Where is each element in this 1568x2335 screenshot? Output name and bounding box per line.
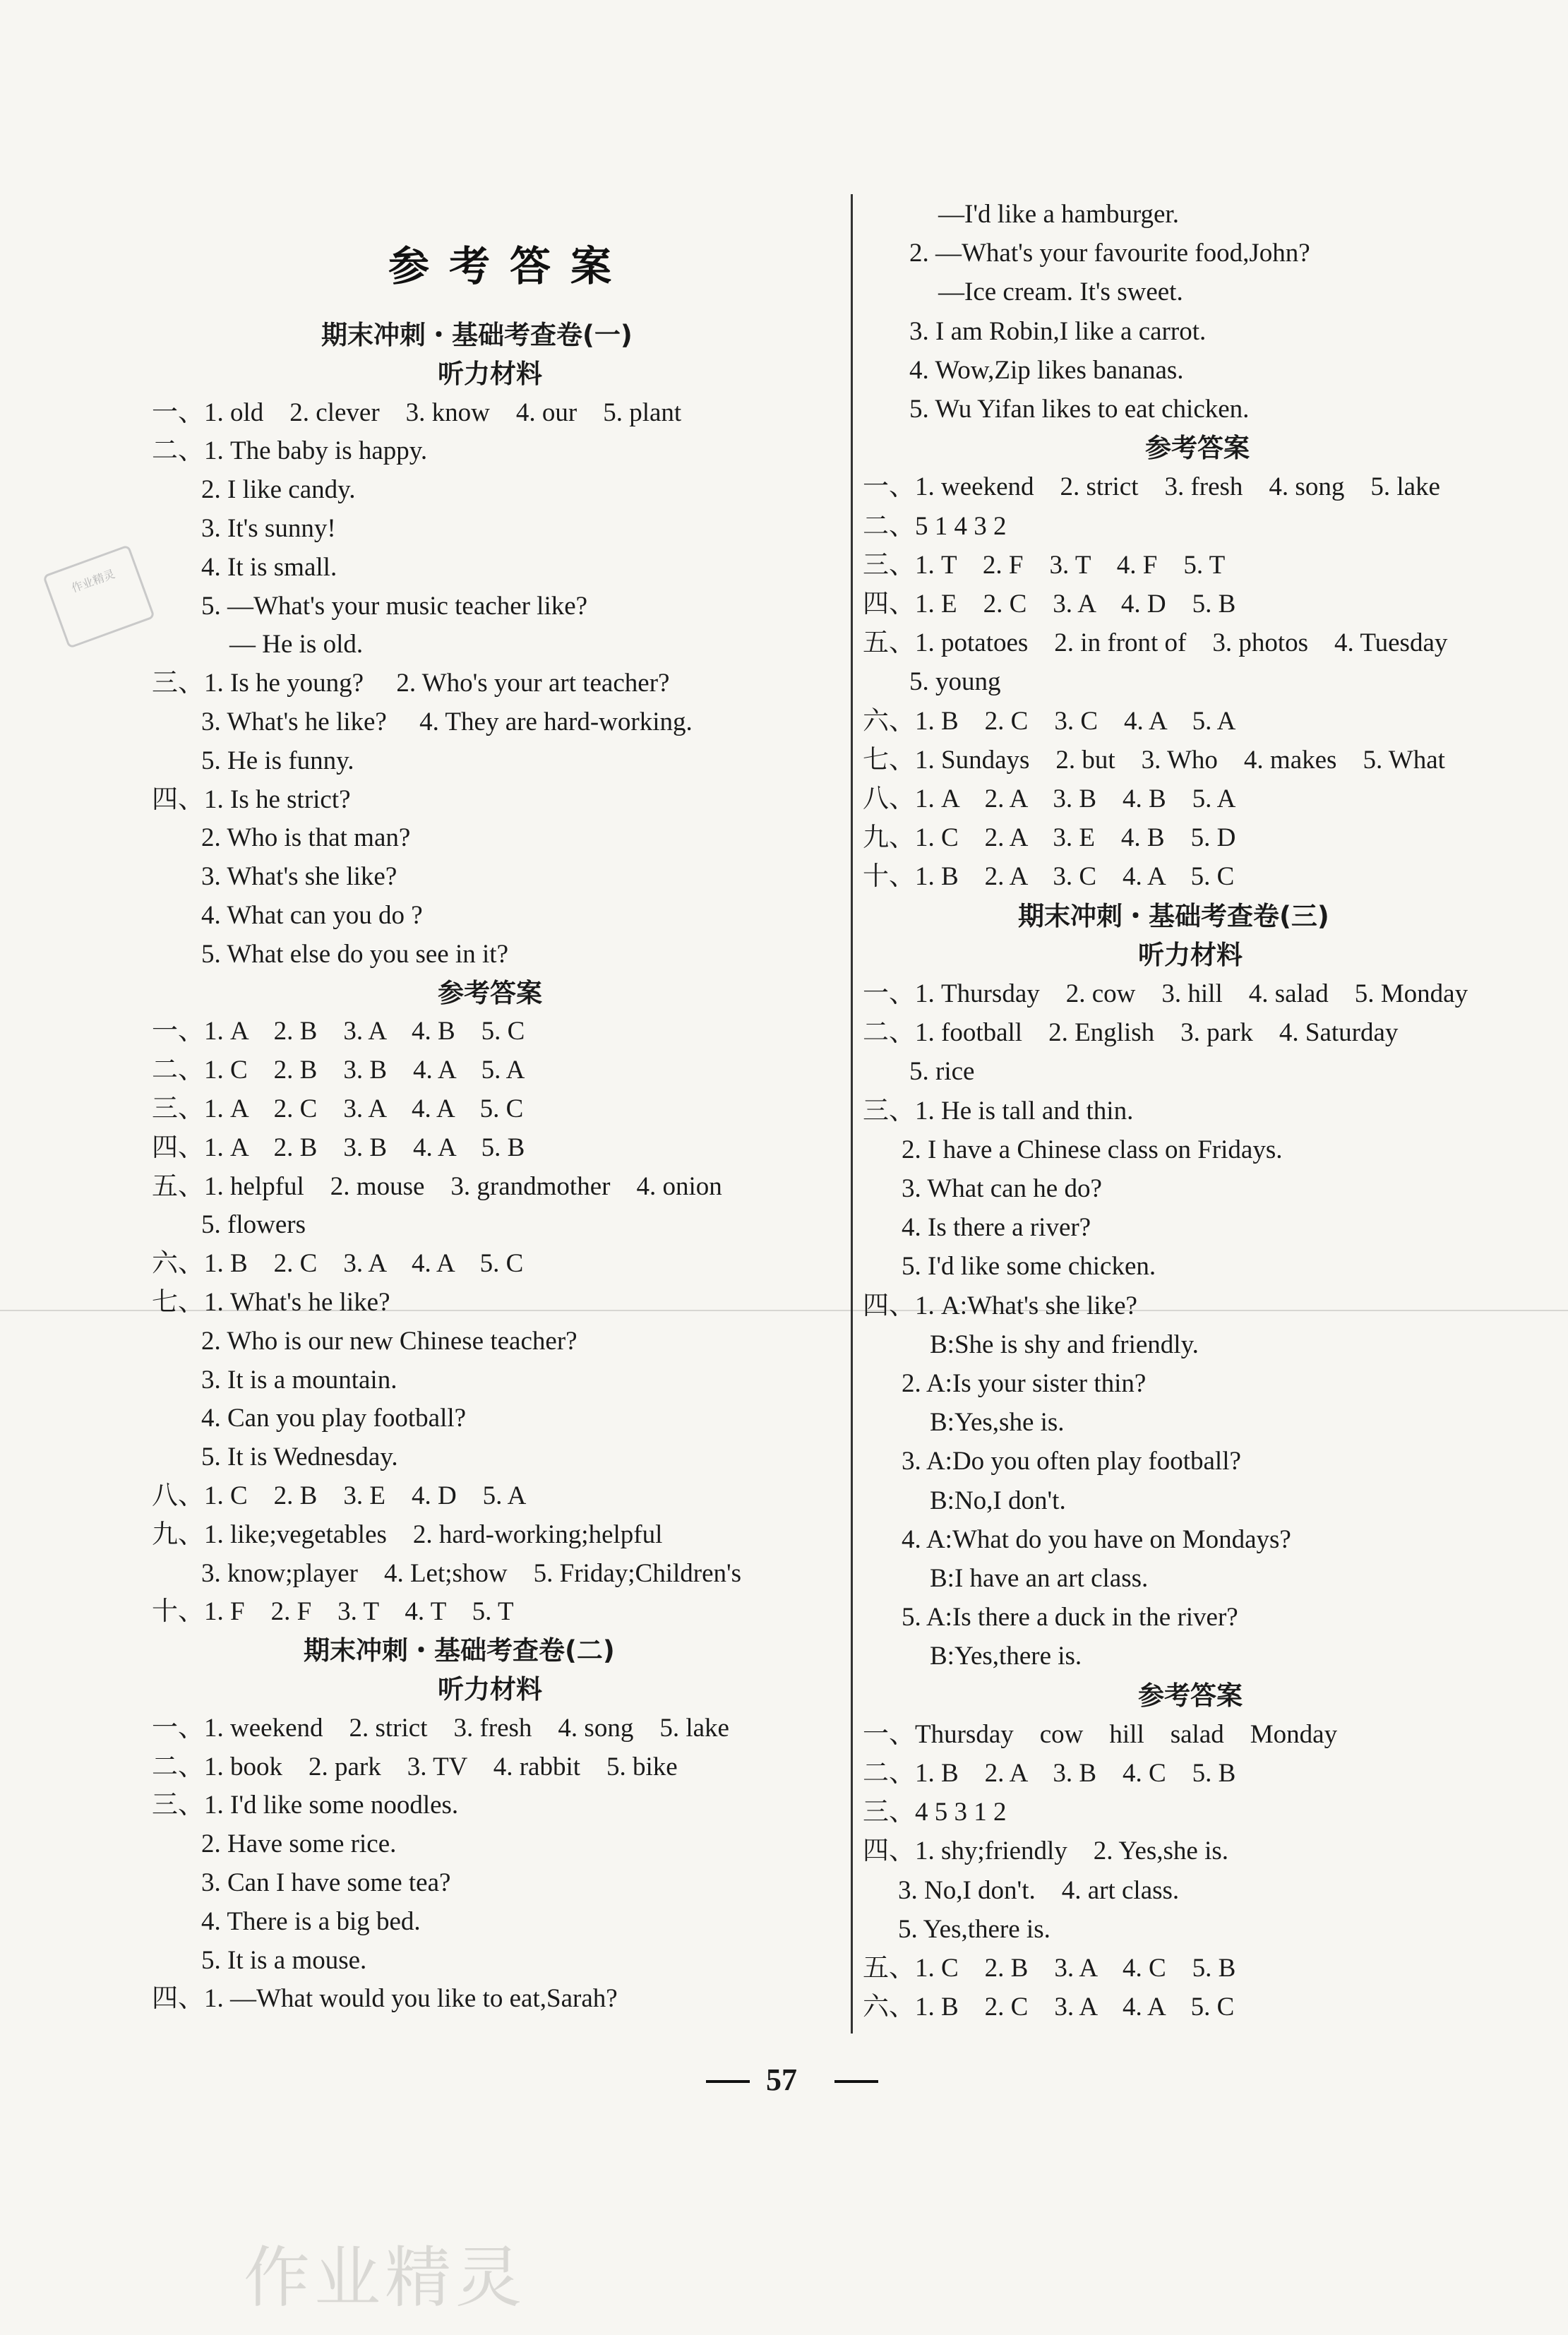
answer-line: 2. I like candy. xyxy=(201,475,356,505)
answer-line: 5. A:Is there a duck in the river? xyxy=(902,1603,1238,1632)
answer-line: 5. What else do you see in it? xyxy=(201,939,508,969)
answer-line: 4. A:What do you have on Mondays? xyxy=(902,1524,1291,1554)
answer-line: B:I have an art class. xyxy=(930,1564,1149,1593)
answer-line: 3. A:Do you often play football? xyxy=(902,1447,1241,1476)
answer-line: 六、1. B 2. C 3. A 4. A 5. C xyxy=(863,1993,1235,2022)
answer-line: 2. Who is that man? xyxy=(201,823,411,853)
answer-line: B:Yes,there is. xyxy=(930,1642,1082,1671)
answer-line: 一、1. old 2. clever 3. know 4. our 5. plant xyxy=(152,398,682,427)
answer-line: B:No,I don't. xyxy=(930,1486,1066,1515)
section-heading: 参考答案 xyxy=(438,977,542,1008)
answer-line: 三、4 5 3 1 2 xyxy=(863,1798,1007,1827)
answer-line: 九、1. like;vegetables 2. hard-working;helpful xyxy=(152,1519,663,1549)
answer-line: 5. rice xyxy=(909,1057,975,1087)
answer-line: 4. It is small. xyxy=(201,552,337,582)
answer-line: 4. Can you play football? xyxy=(201,1404,467,1433)
answer-line: 四、1. shy;friendly 2. Yes,she is. xyxy=(863,1837,1229,1866)
answer-line: 二、1. book 2. park 3. TV 4. rabbit 5. bike xyxy=(152,1752,678,1781)
page-title: 参考答案 xyxy=(388,242,632,290)
answer-line: 5. It is a mouse. xyxy=(201,1945,367,1975)
stamp-text: 作业精灵 xyxy=(69,567,117,595)
answer-line: 十、1. F 2. F 3. T 4. T 5. T xyxy=(152,1597,514,1627)
answer-line: 九、1. C 2. A 3. E 4. B 5. D xyxy=(863,823,1236,853)
answer-line: 二、1. C 2. B 3. B 4. A 5. A xyxy=(152,1056,525,1085)
answer-line: 五、1. C 2. B 3. A 4. C 5. B xyxy=(863,1954,1236,1983)
section-heading: 听力材料 xyxy=(1138,939,1243,970)
answer-line: 3. No,I don't. 4. art class. xyxy=(898,1875,1180,1905)
section-heading: 参考答案 xyxy=(1138,1680,1243,1711)
answer-line: 3. What can he do? xyxy=(902,1174,1102,1203)
answer-line: 四、1. E 2. C 3. A 4. D 5. B xyxy=(863,590,1236,619)
answer-line: 5. flowers xyxy=(201,1210,306,1240)
answer-line: — He is old. xyxy=(229,630,364,659)
answer-line: 五、1. helpful 2. mouse 3. grandmother 4. onion xyxy=(152,1171,722,1201)
answer-line: 5. young xyxy=(909,667,1001,697)
answer-line: 5. Wu Yifan likes to eat chicken. xyxy=(909,395,1250,424)
section-heading: 听力材料 xyxy=(438,358,542,389)
section-heading: 期末冲刺・基础考查卷(二) xyxy=(304,1635,615,1666)
answer-line: 4. What can you do ? xyxy=(201,901,423,930)
watermark-text: 作业精灵 xyxy=(244,2240,527,2317)
answer-line: —Ice cream. It's sweet. xyxy=(938,277,1183,307)
answer-line: 2. A:Is your sister thin? xyxy=(902,1369,1147,1398)
answer-line: 八、1. C 2. B 3. E 4. D 5. A xyxy=(152,1481,527,1510)
answer-line: 二、5 1 4 3 2 xyxy=(863,511,1007,541)
answer-line: 一、1. weekend 2. strict 3. fresh 4. song 5. lake xyxy=(152,1713,729,1743)
answer-line: 3. It is a mountain. xyxy=(201,1365,397,1395)
answer-line: 一、1. weekend 2. strict 3. fresh 4. song 5. lake xyxy=(863,472,1440,502)
watermark-stamp-icon xyxy=(42,544,155,649)
section-heading: 期末冲刺・基础考查卷(一) xyxy=(321,320,633,350)
page-number-dash-right xyxy=(834,2080,878,2083)
section-heading: 参考答案 xyxy=(1145,433,1250,464)
answer-line: 3. know;player 4. Let;show 5. Friday;Children's xyxy=(201,1558,742,1588)
answer-line: 三、1. He is tall and thin. xyxy=(863,1096,1134,1125)
answer-line: 五、1. potatoes 2. in front of 3. photos 4. Tuesday xyxy=(863,628,1448,658)
answer-line: 四、1. Is he strict? xyxy=(152,784,351,814)
answer-line: 3. I am Robin,I like a carrot. xyxy=(909,316,1207,346)
answer-line: 3. What's he like? 4. They are hard-working. xyxy=(201,707,693,736)
answer-line: 5. —What's your music teacher like? xyxy=(201,591,588,621)
answer-line: 2. Have some rice. xyxy=(201,1829,397,1859)
answer-line: 2. —What's your favourite food,John? xyxy=(909,239,1310,268)
answer-line: 六、1. B 2. C 3. A 4. A 5. C xyxy=(152,1249,524,1279)
answer-line: 3. Can I have some tea? xyxy=(201,1868,451,1897)
answer-line: 四、1. A:What's she like? xyxy=(863,1291,1137,1320)
section-heading: 听力材料 xyxy=(438,1674,542,1704)
answer-line: 三、1. T 2. F 3. T 4. F 5. T xyxy=(863,550,1226,580)
answer-line: 4. There is a big bed. xyxy=(201,1906,421,1936)
answer-line: 七、1. Sundays 2. but 3. Who 4. makes 5. What xyxy=(863,745,1445,775)
answer-line: 4. Wow,Zip likes bananas. xyxy=(909,355,1184,385)
page-number-dash-left xyxy=(706,2080,750,2083)
page-number: 57 xyxy=(766,2062,797,2097)
answer-line: 一、1. A 2. B 3. A 4. B 5. C xyxy=(152,1017,525,1046)
answer-line: B:She is shy and friendly. xyxy=(930,1330,1199,1359)
answer-line: 十、1. B 2. A 3. C 4. A 5. C xyxy=(863,862,1235,892)
answer-line: 二、1. football 2. English 3. park 4. Saturday xyxy=(863,1018,1399,1048)
answer-line: 八、1. A 2. A 3. B 4. B 5. A xyxy=(863,784,1236,813)
answer-line: 4. Is there a river? xyxy=(902,1213,1091,1243)
answer-line: 一、1. Thursday 2. cow 3. hill 4. salad 5. Monday xyxy=(863,979,1468,1008)
answer-line: 2. Who is our new Chinese teacher? xyxy=(201,1326,577,1356)
column-divider xyxy=(851,194,853,2034)
answer-line: 一、Thursday cow hill salad Monday xyxy=(863,1719,1338,1749)
answer-line: 5. I'd like some chicken. xyxy=(902,1252,1156,1282)
answer-line: 5. It is Wednesday. xyxy=(201,1443,398,1472)
answer-line: B:Yes,she is. xyxy=(930,1408,1065,1438)
answer-line: 三、1. Is he young? 2. Who's your art teacher? xyxy=(152,669,670,698)
answer-line: 四、1. A 2. B 3. B 4. A 5. B xyxy=(152,1133,525,1162)
answer-line: 5. He is funny. xyxy=(201,746,354,775)
answer-line: 二、1. The baby is happy. xyxy=(152,436,428,466)
answer-line: 3. It's sunny! xyxy=(201,514,336,543)
answer-line: 3. What's she like? xyxy=(201,862,397,892)
answer-line: 三、1. I'd like some noodles. xyxy=(152,1791,459,1820)
answer-line: —I'd like a hamburger. xyxy=(938,200,1179,229)
answer-line: 二、1. B 2. A 3. B 4. C 5. B xyxy=(863,1759,1236,1788)
answer-line: 七、1. What's he like? xyxy=(152,1288,390,1317)
answer-line: 三、1. A 2. C 3. A 4. A 5. C xyxy=(152,1094,524,1123)
answer-line: 六、1. B 2. C 3. C 4. A 5. A xyxy=(863,706,1236,736)
answer-line: 5. Yes,there is. xyxy=(898,1914,1051,1944)
answer-line: 2. I have a Chinese class on Fridays. xyxy=(902,1135,1283,1164)
section-heading: 期末冲刺・基础考查卷(三) xyxy=(1018,900,1329,931)
answer-line: 四、1. —What would you like to eat,Sarah? xyxy=(152,1984,618,2014)
